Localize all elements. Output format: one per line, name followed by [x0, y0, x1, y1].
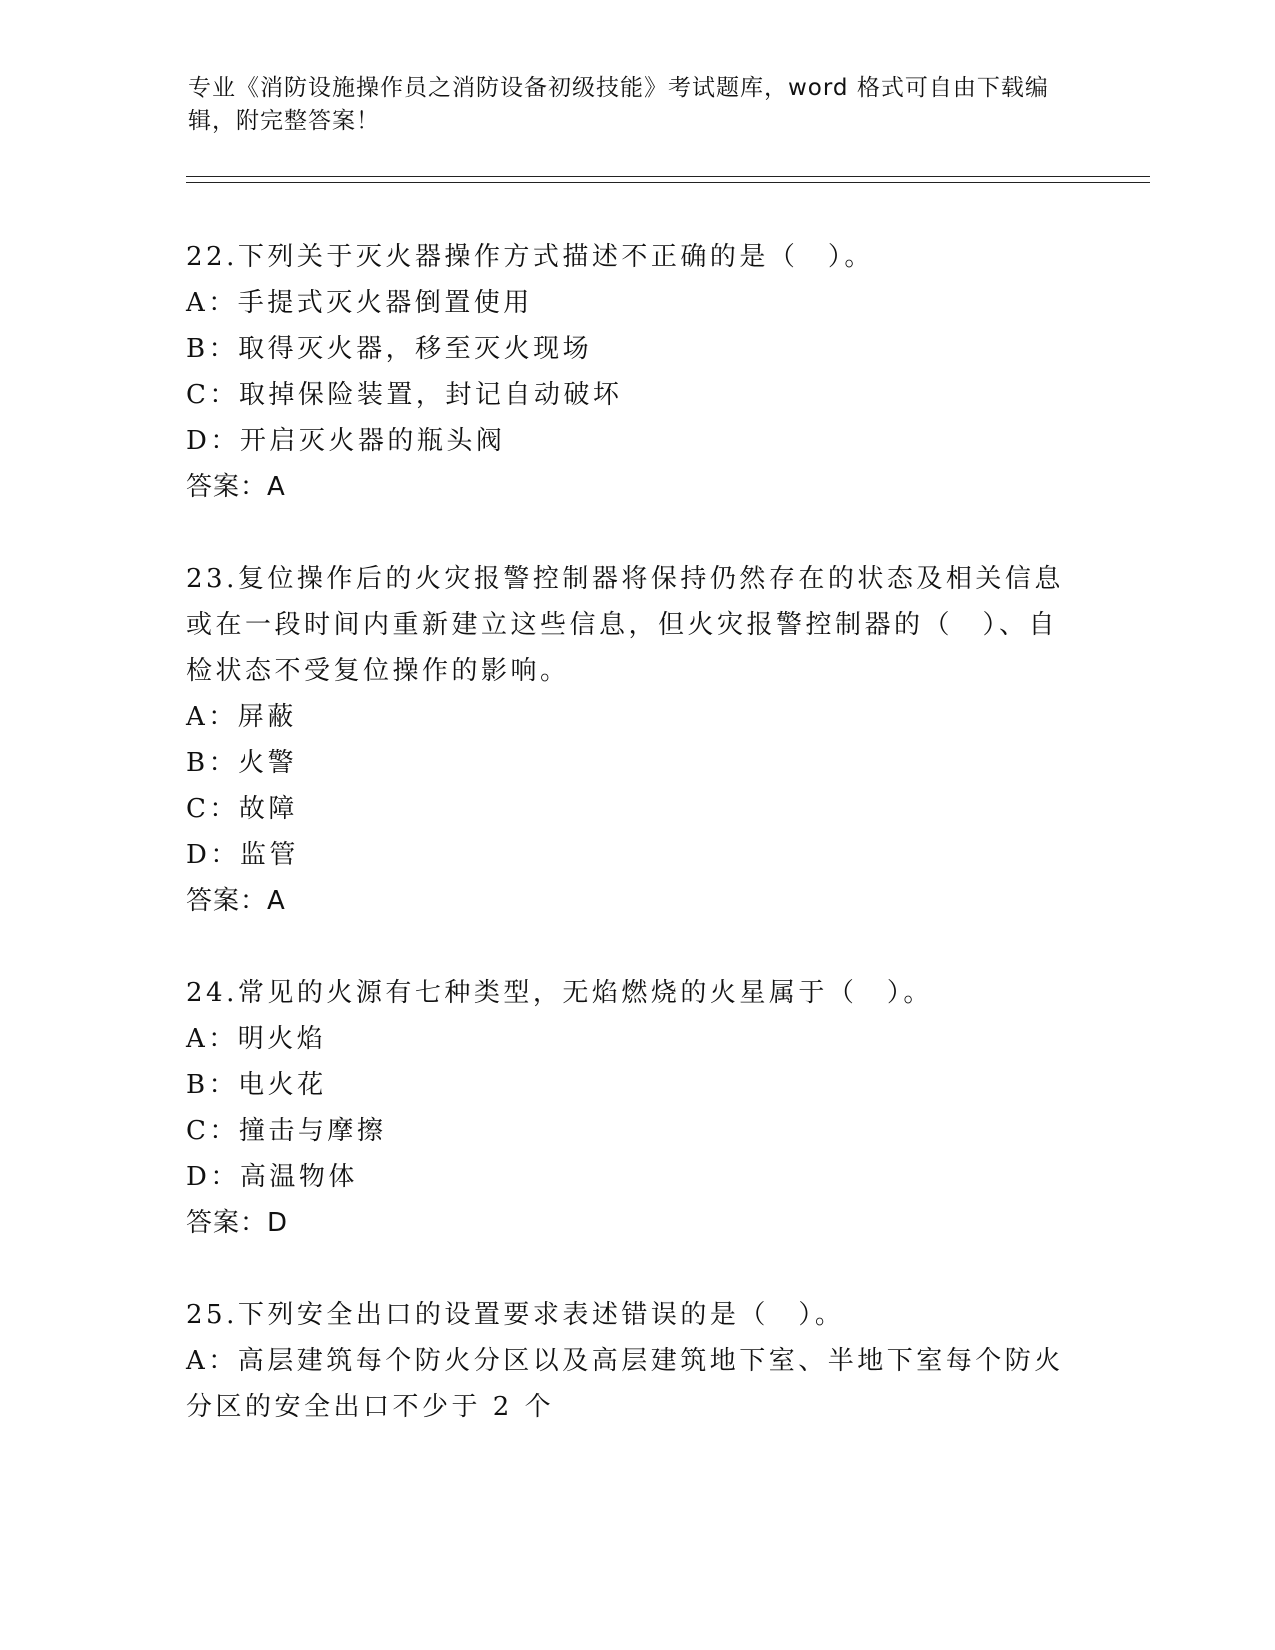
option-a: A：屏蔽 — [186, 702, 297, 732]
answer-line: 答案：D — [186, 1208, 289, 1238]
option-d: D：开启灭火器的瓶头阀 — [186, 426, 506, 456]
option-a: A：手提式灭火器倒置使用 — [186, 288, 533, 318]
question-stem: 25.下列安全出口的设置要求表述错误的是（ ）。 — [186, 1300, 845, 1330]
question-22 — [186, 234, 1086, 510]
question-23 — [186, 556, 1086, 924]
answer-line: 答案：A — [186, 472, 286, 502]
option-c: C：故障 — [186, 794, 298, 824]
question-25 — [186, 1292, 1086, 1430]
question-stem: 24.常见的火源有七种类型，无焰燃烧的火星属于（ ）。 — [186, 978, 933, 1008]
header-divider-bottom — [186, 182, 1150, 183]
option-b: B：电火花 — [186, 1070, 327, 1100]
question-24 — [186, 970, 1086, 1246]
option-b: B：火警 — [186, 748, 298, 778]
question-stem: 22.下列关于灭火器操作方式描述不正确的是（ ）。 — [186, 242, 874, 272]
option-c: C：撞击与摩擦 — [186, 1116, 387, 1146]
question-list — [186, 234, 1086, 1476]
option-c: C：取掉保险装置，封记自动破坏 — [186, 380, 623, 410]
option-b: B：取得灭火器，移至灭火现场 — [186, 334, 593, 364]
option-d: D：监管 — [186, 840, 299, 870]
option-d: D：高温物体 — [186, 1162, 358, 1192]
option-a: A：明火焰 — [186, 1024, 327, 1054]
answer-line: 答案：A — [186, 886, 286, 916]
option-a: A：高层建筑每个防火分区以及高层建筑地下室、半地下室每个防火分区的安全出口不少于 2 个 — [186, 1346, 1064, 1422]
header-divider-top — [186, 176, 1150, 177]
question-stem: 23.复位操作后的火灾报警控制器将保持仍然存在的状态及相关信息或在一段时间内重新建立这些信息，但火灾报警控制器的（ ）、自检状态不受复位操作的影响。 — [186, 564, 1064, 686]
document-header: 专业《消防设施操作员之消防设备初级技能》考试题库，word 格式可自由下载编辑，附完整答案！ — [188, 75, 1049, 134]
